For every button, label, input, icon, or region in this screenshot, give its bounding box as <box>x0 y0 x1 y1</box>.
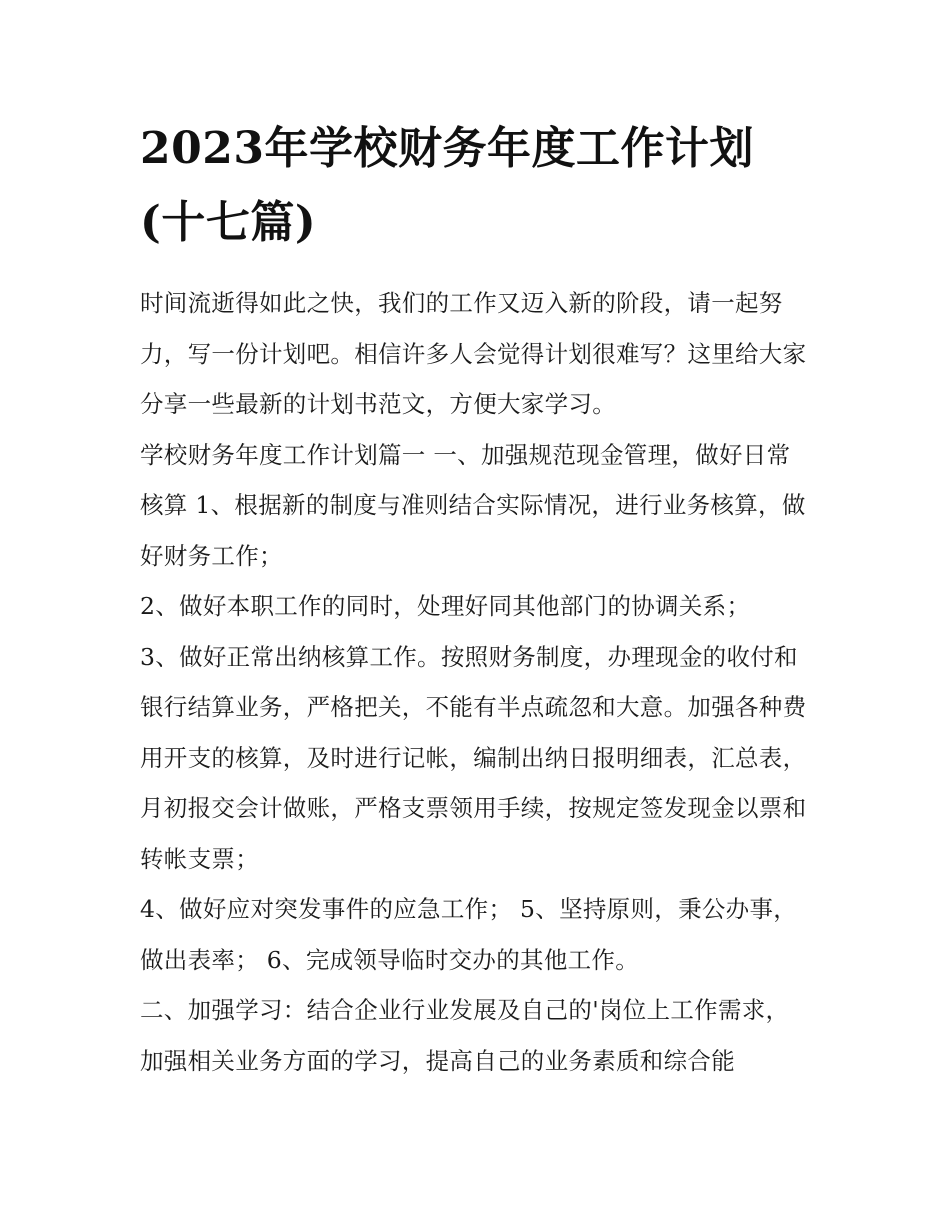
document-body <box>140 112 812 1086</box>
document-title: 2023年学校财务年度工作计划(十七篇) <box>140 123 754 248</box>
paragraph-section-two: 二、加强学习：结合企业行业发展及自己的'岗位上工作需求，加强相关业务方面的学习，提高自己的业务素质和综合能 <box>140 996 790 1075</box>
paragraph-section-one: 学校财务年度工作计划篇一 一、加强规范现金管理，做好日常核算 1、根据新的制度与准则结合实际情况，进行业务核算，做好财务工作； <box>140 440 806 570</box>
intro-paragraph: 时间流逝得如此之快，我们的工作又迈入新的阶段，请一起努力，写一份计划吧。相信许多人会觉得计划很难写？这里给大家分享一些最新的计划书范文，方便大家学习。 <box>140 289 807 418</box>
paragraph-items-4-6: 4、做好应对突发事件的应急工作； 5、坚持原则，秉公办事，做出表率； 6、完成领导临时交办的其他工作。 <box>140 895 798 974</box>
paragraph-item-3: 3、做好正常出纳核算工作。按照财务制度，办理现金的收付和银行结算业务，严格把关，不能有半点疏忽和大意。加强各种费用开支的核算，及时进行记帐，编制出纳日报明细表，汇总表，月初报交会计做账，严格支票领用手续，按规定签发现金以票和转帐支票； <box>140 642 807 873</box>
paragraph-item-2: 2、做好本职工作的同时，处理好同其他部门的协调关系； <box>140 592 751 620</box>
